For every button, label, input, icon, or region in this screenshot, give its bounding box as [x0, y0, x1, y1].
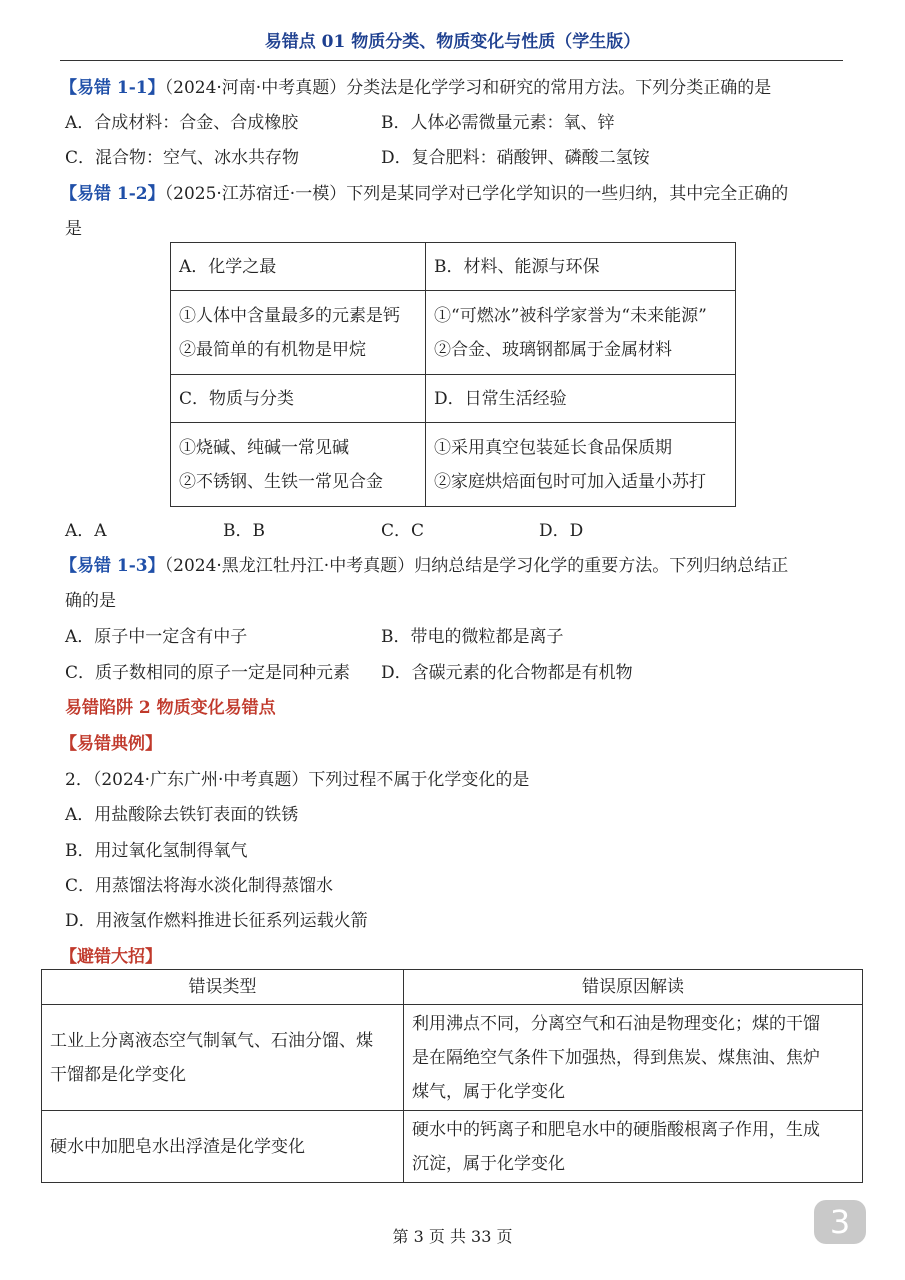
- tips-label: 【避错大招】: [60, 947, 162, 967]
- header-divider: [60, 60, 843, 61]
- cell-line: ②合金、玻璃钢都属于金属材料: [434, 339, 672, 360]
- table-cell: [42, 1005, 404, 1111]
- option-a: A．用盐酸除去铁钉表面的铁锈: [65, 805, 299, 825]
- table-cell: 硬水中加肥皂水出浮渣是化学变化: [42, 1111, 404, 1183]
- cell-line: ①人体中含量最多的元素是钙: [179, 305, 400, 326]
- option-a: A．合成材料：合金、合成橡胶: [65, 113, 299, 133]
- question-label: 【易错 1-3】: [60, 556, 165, 576]
- table-cell: [404, 1005, 863, 1111]
- table-cell: [404, 1111, 863, 1183]
- cell-line: ②不锈钢、生铁一常见合金: [179, 471, 383, 492]
- page-number: 第 3 页 共 33 页: [392, 1227, 513, 1246]
- question-text: （2024·河南·中考真题）分类法是化学学习和研究的常用方法。下列分类正确的是: [164, 78, 772, 98]
- option-d: D．复合肥料：硝酸钾、磷酸二氢铵: [381, 148, 650, 168]
- cell-c-head: C．物质与分类: [171, 375, 426, 423]
- cell-a-body: [171, 291, 426, 375]
- option-b: B．带电的微粒都是离子: [381, 627, 564, 647]
- cell-line: ②最简单的有机物是甲烷: [179, 339, 366, 360]
- section-title: 易错陷阱 2 物质变化易错点: [65, 698, 276, 718]
- question-1-1-stem: [60, 73, 771, 98]
- summary-table: [170, 242, 736, 507]
- option-b: B．B: [223, 521, 265, 541]
- page-badge: 3: [814, 1200, 866, 1244]
- option-b: B．用过氧化氢制得氧气: [65, 841, 248, 861]
- cell-c-body: [171, 423, 426, 507]
- column-header: 错误原因解读: [404, 970, 863, 1005]
- option-a: A．A: [65, 521, 107, 541]
- option-d: D．D: [539, 521, 584, 541]
- option-b: B．人体必需微量元素：氧、锌: [381, 113, 615, 133]
- column-header: 错误类型: [42, 970, 404, 1005]
- cell-line: 工业上分离液态空气制氧气、石油分馏、煤: [50, 1030, 373, 1051]
- cell-a-head: A．化学之最: [171, 243, 426, 291]
- cell-line: 硬水中的钙离子和肥皂水中的硬脂酸根离子作用，生成: [412, 1119, 820, 1140]
- option-c: C．用蒸馏法将海水淡化制得蒸馏水: [65, 876, 334, 896]
- question-label: 【易错 1-1】: [60, 78, 165, 98]
- question-2-stem: 2．（2024·广东广州·中考真题）下列过程不属于化学变化的是: [65, 770, 530, 790]
- error-tips-table: [41, 969, 863, 1183]
- cell-line: 利用沸点不同，分离空气和石油是物理变化；煤的干馏: [412, 1013, 820, 1034]
- option-a: A．原子中一定含有中子: [65, 627, 248, 647]
- option-d: D．用液氢作燃料推进长征系列运载火箭: [65, 911, 368, 931]
- cell-d-body: [426, 423, 736, 507]
- option-c: C．混合物：空气、冰水共存物: [65, 148, 300, 168]
- cell-line: 煤气，属于化学变化: [412, 1081, 565, 1102]
- cell-line: ①烧碱、纯碱一常见碱: [179, 437, 349, 458]
- page-header-title: 易错点 01 物质分类、物质变化与性质（学生版）: [264, 32, 641, 52]
- cell-line: 沉淀，属于化学变化: [412, 1153, 565, 1174]
- question-1-3-stem: [60, 551, 788, 576]
- option-c: C．C: [381, 521, 425, 541]
- question-text: （2024·黑龙江牡丹江·中考真题）归纳总结是学习化学的重要方法。下列归纳总结正: [164, 556, 789, 576]
- cell-line: ②家庭烘焙面包时可加入适量小苏打: [434, 471, 706, 492]
- cell-line: ①“可燃冰”被科学家誉为“未来能源”: [434, 305, 707, 326]
- cell-b-body: [426, 291, 736, 375]
- cell-line: ①采用真空包装延长食品保质期: [434, 437, 672, 458]
- cell-line: 干馏都是化学变化: [50, 1064, 186, 1085]
- example-label: 【易错典例】: [60, 734, 162, 754]
- cell-b-head: B．材料、能源与环保: [426, 243, 736, 291]
- question-text-continued: 确的是: [65, 591, 116, 611]
- cell-line: 是在隔绝空气条件下加强热，得到焦炭、煤焦油、焦炉: [412, 1047, 820, 1068]
- option-d: D．含碳元素的化合物都是有机物: [381, 663, 633, 683]
- question-label: 【易错 1-2】: [60, 184, 165, 204]
- question-text-continued: 是: [65, 219, 82, 239]
- option-c: C．质子数相同的原子一定是同种元素: [65, 663, 351, 683]
- cell-d-head: D．日常生活经验: [426, 375, 736, 423]
- question-1-2-stem: [60, 179, 788, 204]
- question-text: （2025·江苏宿迁·一模）下列是某同学对已学化学知识的一些归纳，其中完全正确的: [164, 184, 789, 204]
